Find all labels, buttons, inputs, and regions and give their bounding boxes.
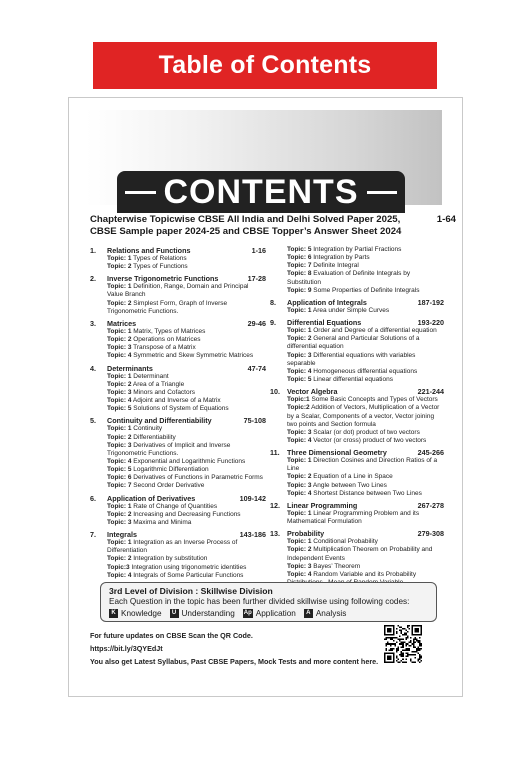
skill-code-item xyxy=(243,608,296,619)
topic-label: Topic: 1 xyxy=(287,509,312,517)
topic-item xyxy=(107,328,266,336)
topic-label: Topic: 4 xyxy=(107,571,132,579)
skillwise-division-box xyxy=(100,582,437,622)
chapter-title: Probability xyxy=(287,529,325,539)
chapter-number: 1. xyxy=(90,246,96,255)
chapter-heading xyxy=(90,416,266,426)
chapter-entry xyxy=(270,529,444,587)
skill-code-badge: U xyxy=(170,609,179,618)
topic-text: Equation of a Line in Space xyxy=(311,473,393,481)
topic-item xyxy=(107,539,266,555)
contents-left-column xyxy=(90,246,266,580)
topic-item xyxy=(287,490,444,498)
topic-label: Topic: 3 xyxy=(107,344,132,352)
topic-item xyxy=(107,344,266,352)
chapter-title: Three Dimensional Geometry xyxy=(287,448,387,458)
footer-info xyxy=(90,629,380,668)
chapter-title: Determinants xyxy=(107,363,153,373)
topic-text: Integration by Partial Fractions xyxy=(311,246,402,253)
topic-item xyxy=(107,283,266,299)
topic-text: Linear Programming Problem and its Mathematical Formulation xyxy=(287,509,420,526)
topic-item xyxy=(107,336,266,344)
chapter-number: 6. xyxy=(90,493,96,503)
chapter-entry xyxy=(270,448,444,498)
chapter-7-continued xyxy=(270,246,444,295)
topic-item xyxy=(107,466,266,474)
topic-text: Derivatives of Implicit and Inverse Trigonometric Functions. xyxy=(107,441,231,457)
skill-code-label: Understanding xyxy=(181,609,235,618)
chapter-number: 2. xyxy=(90,274,96,284)
skill-code-label: Application xyxy=(255,609,296,618)
topic-item xyxy=(107,482,266,490)
topic-item xyxy=(287,563,444,571)
chapter-pages: 1-16 xyxy=(251,246,266,255)
skill-code-label: Analysis xyxy=(315,609,347,618)
topic-label: Topic: 2 xyxy=(107,555,132,563)
topic-text: Increasing and Decreasing Functions xyxy=(131,510,241,518)
topic-label: Topic: 6 xyxy=(287,254,312,262)
topic-item xyxy=(287,254,444,262)
topic-text: Direction Cosines and Direction Ratios of a Line xyxy=(287,457,438,473)
topic-label: Topic: 7 xyxy=(107,482,132,490)
chapter-heading xyxy=(270,500,444,510)
footer-link[interactable]: https://bit.ly/3QYEdJt xyxy=(90,644,163,653)
topic-text: Addition of Vectors, Multiplication of a Vector by a Scalar, Components of a vector, Vector joining two points and Section formula xyxy=(287,404,440,428)
topic-item xyxy=(287,368,444,376)
chapter-number: 11. xyxy=(270,448,280,458)
topic-text: Exponential and Logarithmic Functions xyxy=(131,457,246,465)
topic-item xyxy=(287,335,444,351)
chapter-heading xyxy=(90,318,266,328)
skill-code-label: Knowledge xyxy=(121,609,162,618)
topic-item xyxy=(287,510,444,526)
topic-label: Topic: 7 xyxy=(287,262,312,270)
topic-item xyxy=(287,327,444,335)
chapterwise-pages: 1-64 xyxy=(436,214,456,225)
topic-item xyxy=(107,519,266,527)
topic-label: Topic: 4 xyxy=(287,570,312,578)
topic-text: Continuity xyxy=(131,425,163,433)
chapter-heading xyxy=(270,387,444,397)
chapter-entry xyxy=(90,319,266,361)
topic-item xyxy=(287,473,444,481)
topic-item xyxy=(287,482,444,490)
topic-text: Some Basic Concepts and Types of Vectors xyxy=(309,396,438,404)
topic-text: Symmetric and Skew Symmetric Matrices xyxy=(131,352,254,360)
chapter-number: 10. xyxy=(270,387,280,397)
topic-label: Topic: 5 xyxy=(287,246,312,253)
chapter-entry xyxy=(90,274,266,316)
topic-label: Topic: 1 xyxy=(287,327,312,335)
topic-item xyxy=(287,307,444,315)
topic-label: Topic: 6 xyxy=(107,474,132,482)
topic-label: Topic: 1 xyxy=(107,425,132,433)
topic-label: Topic: 3 xyxy=(287,481,312,489)
topic-label: Topic:2 xyxy=(287,404,310,412)
topic-text: Definite Integral xyxy=(311,262,359,270)
topic-label: Topic: 2 xyxy=(107,380,132,388)
topic-text: Types of Functions xyxy=(131,263,188,271)
topic-label: Topic: 5 xyxy=(107,466,132,474)
topic-text: Vector (or cross) product of two vectors xyxy=(311,436,427,444)
topic-text: Determinant xyxy=(131,372,169,380)
topic-text: Differential equations with variables separable xyxy=(287,351,416,367)
topic-text: Integration as an Inverse Process of Differentiation xyxy=(107,539,238,555)
chapter-number: 5. xyxy=(90,416,96,426)
qr-code-icon xyxy=(384,625,422,663)
topic-label: Topic: 1 xyxy=(287,538,312,546)
topic-item xyxy=(287,270,444,286)
chapter-entry xyxy=(270,387,444,445)
topic-label: Topic: 4 xyxy=(287,489,312,497)
topic-item xyxy=(107,405,266,413)
chapter-heading xyxy=(90,363,266,373)
topic-text: Bayes’ Theorem xyxy=(311,562,361,570)
topic-item xyxy=(107,555,266,563)
topic-text: Transpose of a Matrix xyxy=(131,344,196,352)
chapter-heading xyxy=(270,529,444,539)
topic-label: Topic: 1 xyxy=(107,255,132,262)
page-title: Table of Contents xyxy=(93,42,437,89)
skill-code-item xyxy=(109,608,162,619)
topic-text: Evaluation of Definite Integrals by Substitution xyxy=(287,270,411,286)
topic-text: Order and Degree of a differential equation xyxy=(311,327,437,335)
topic-text: Logarithmic Differentiation xyxy=(131,466,209,474)
topic-label: Topic: 4 xyxy=(287,367,312,375)
topic-text: Multiplication Theorem on Probability and Independent Events xyxy=(287,546,433,562)
chapter-number: 3. xyxy=(90,318,96,328)
topic-item xyxy=(107,397,266,405)
topic-label: Topic: 4 xyxy=(107,457,132,465)
chapter-number: 9. xyxy=(270,318,276,328)
topic-label: Topic: 5 xyxy=(107,405,132,413)
topic-item xyxy=(287,396,444,404)
chapter-pages: 193-220 xyxy=(417,318,444,328)
chapter-heading xyxy=(90,246,266,255)
topic-text: Operations on Matrices xyxy=(131,336,201,344)
topic-text: Integration using trigonometric identities xyxy=(129,563,247,571)
topic-text: Differentiability xyxy=(131,433,176,441)
footer-extra-note: You also get Latest Syllabus, Past CBSE Papers, Mock Tests and more content here. xyxy=(90,657,379,666)
chapter-entry xyxy=(90,530,266,580)
topic-item xyxy=(287,429,444,437)
topic-label: Topic: 2 xyxy=(287,335,312,343)
topic-label: Topic: 1 xyxy=(287,457,312,465)
topic-label: Topic: 2 xyxy=(107,336,132,344)
contents-banner xyxy=(117,171,405,213)
chapterwise-title-line2: CBSE Sample paper 2024-25 and CBSE Topper’s Answer Sheet 2024 xyxy=(90,226,402,237)
chapter-pages: 143-186 xyxy=(239,530,266,540)
topic-label: Topic: 4 xyxy=(287,436,312,444)
topic-label: Topic: 9 xyxy=(287,286,312,294)
topic-text: Integration by substitution xyxy=(131,555,208,563)
topic-item xyxy=(107,263,266,271)
topic-label: Topic: 3 xyxy=(287,428,312,436)
topic-label: Topic: 1 xyxy=(107,372,132,380)
topic-text: Integration by Parts xyxy=(311,254,370,262)
chapter-title: Integrals xyxy=(107,530,137,540)
topic-label: Topic: 2 xyxy=(107,433,132,441)
chapter-heading xyxy=(270,297,444,307)
chapter-entry xyxy=(90,364,266,414)
topic-text: General and Particular Solutions of a differential equation xyxy=(287,335,420,351)
topic-label: Topic: 3 xyxy=(107,441,132,449)
chapter-title: Differential Equations xyxy=(287,318,362,328)
skill-code-badge: K xyxy=(109,609,118,618)
topic-text: Conditional Probability xyxy=(311,538,378,546)
topic-item xyxy=(107,300,266,316)
banner-rule-right xyxy=(367,191,398,194)
topic-label: Topic: 2 xyxy=(107,510,132,518)
chapterwise-title-line1: Chapterwise Topicwise CBSE All India and Delhi Solved Paper 2025, xyxy=(90,214,401,225)
topic-item xyxy=(107,511,266,519)
chapter-pages: 17-28 xyxy=(247,274,266,284)
topic-text: Some Properties of Definite Integrals xyxy=(311,286,420,294)
topic-item xyxy=(287,546,444,562)
topic-text: Angle between Two Lines xyxy=(311,481,387,489)
chapter-title: Application of Derivatives xyxy=(107,493,196,503)
topic-text: Second Order Derivative xyxy=(131,482,205,490)
chapter-pages: 267-278 xyxy=(417,500,444,510)
topic-text: Minors and Cofactors xyxy=(131,388,196,396)
topic-item xyxy=(287,246,444,254)
chapter-pages: 187-192 xyxy=(417,297,444,307)
topic-item xyxy=(107,572,266,580)
topic-item xyxy=(107,373,266,381)
topic-item xyxy=(287,287,444,295)
topic-label: Topic: 2 xyxy=(107,299,132,307)
topic-text: Adjoint and Inverse of a Matrix xyxy=(131,397,221,405)
contents-right-column xyxy=(270,246,444,587)
chapter-pages: 75-108 xyxy=(243,416,266,426)
topic-item xyxy=(107,381,266,389)
topic-item xyxy=(107,425,266,433)
chapter-entry xyxy=(270,501,444,526)
topic-text: Rate of Change of Quantities xyxy=(131,502,218,510)
topic-label: Topic: 1 xyxy=(107,283,132,291)
topic-item xyxy=(287,437,444,445)
skill-description: Each Question in the topic has been further divided skillwise using following codes: xyxy=(109,597,410,606)
topic-item xyxy=(107,255,266,263)
topic-item xyxy=(287,538,444,546)
topic-label: Topic: 4 xyxy=(107,352,132,360)
topic-text: Integrals of Some Particular Functions xyxy=(131,571,244,579)
chapter-title: Vector Algebra xyxy=(287,387,338,397)
skill-legend xyxy=(109,608,428,619)
topic-text: Solutions of System of Equations xyxy=(131,405,229,413)
topic-label: Topic: 1 xyxy=(287,306,312,314)
chapter-entry xyxy=(270,318,444,384)
topic-item xyxy=(107,389,266,397)
topic-label: Topic: 8 xyxy=(287,270,312,278)
contents-heading: CONTENTS xyxy=(163,172,359,211)
chapter-pages: 29-46 xyxy=(247,318,266,328)
skill-title: 3rd Level of Division : Skillwise Division xyxy=(109,586,273,596)
topic-text: Linear differential equations xyxy=(311,376,393,384)
topic-item xyxy=(107,352,266,360)
topic-label: Topic: 2 xyxy=(287,546,312,554)
chapter-number: 7. xyxy=(90,530,96,540)
chapter-heading xyxy=(90,493,266,503)
chapter-title: Matrices xyxy=(107,318,137,328)
topic-text: Scalar (or dot) product of two vectors xyxy=(311,428,420,436)
topic-item xyxy=(287,404,444,428)
footer-qr-note: For future updates on CBSE Scan the QR Code. xyxy=(90,631,253,640)
topic-text: Derivatives of Functions in Parametric Forms xyxy=(131,474,263,482)
chapter-pages: 47-74 xyxy=(247,363,266,373)
skill-code-item xyxy=(170,608,235,619)
skill-code-badge: Ap xyxy=(243,610,252,616)
topic-item xyxy=(107,474,266,482)
chapter-title: Inverse Trigonometric Functions xyxy=(107,274,219,284)
topic-label: Topic: 1 xyxy=(107,502,132,510)
chapter-number: 13. xyxy=(270,529,280,539)
chapter-pages: 279-308 xyxy=(417,529,444,539)
topic-item xyxy=(287,457,444,473)
chapter-entry xyxy=(90,246,266,271)
topic-label: Topic: 3 xyxy=(287,562,312,570)
chapter-pages: 109-142 xyxy=(239,493,266,503)
chapter-entry xyxy=(90,494,266,527)
topic-text: Homogeneous differential equations xyxy=(311,367,418,375)
chapter-entry xyxy=(270,298,444,315)
chapter-number: 4. xyxy=(90,363,96,373)
topic-text: Simplest Form, Graph of Inverse Trigonometric Functions. xyxy=(107,299,228,315)
topic-item xyxy=(287,376,444,384)
topic-text: Maxima and Minima xyxy=(131,518,192,526)
topic-item xyxy=(107,564,266,572)
topic-label: Topic: 4 xyxy=(107,397,132,405)
chapter-title: Linear Programming xyxy=(287,500,358,510)
skill-code-item xyxy=(304,608,347,619)
topic-item xyxy=(107,434,266,442)
topic-text: Random Variable and its Probability xyxy=(313,570,417,578)
chapter-title: Application of Integrals xyxy=(287,297,367,307)
chapter-heading xyxy=(270,448,444,458)
topic-label: Topic: 1 xyxy=(107,327,132,335)
chapter-heading xyxy=(90,274,266,284)
topic-text: Definition, Range, Domain and Principal Value Branch xyxy=(107,283,249,299)
topic-label: Topic:3 xyxy=(107,563,130,571)
topic-item xyxy=(107,458,266,466)
topic-label: Topic: 3 xyxy=(107,518,132,526)
topic-item xyxy=(107,442,266,458)
chapterwise-entry xyxy=(90,214,470,238)
topic-item xyxy=(287,352,444,368)
topic-text: Types of Relations xyxy=(131,255,187,262)
chapter-title: Continuity and Differentiability xyxy=(107,416,212,426)
chapter-heading xyxy=(90,530,266,540)
topic-item xyxy=(287,262,444,270)
chapter-number: 8. xyxy=(270,297,276,307)
topic-text: Area under Simple Curves xyxy=(311,306,390,314)
skill-code-badge: A xyxy=(304,609,313,618)
topic-item xyxy=(107,503,266,511)
topic-label: Topic: 1 xyxy=(107,539,132,547)
topic-text: Matrix, Types of Matrices xyxy=(131,327,206,335)
chapter-title: Relations and Functions xyxy=(107,246,191,255)
topic-text: Shortest Distance between Two Lines xyxy=(311,489,422,497)
chapter-entry xyxy=(90,416,266,490)
topic-label: Topic: 3 xyxy=(107,388,132,396)
topic-label: Topic: 5 xyxy=(287,376,312,384)
chapter-pages: 221-244 xyxy=(417,387,444,397)
chapter-pages: 245-266 xyxy=(417,448,444,458)
topic-label: Topic: 3 xyxy=(287,351,312,359)
topic-label: Topic:1 xyxy=(287,396,310,404)
banner-rule-left xyxy=(125,191,156,194)
chapter-number: 12. xyxy=(270,500,280,510)
topic-label: Topic: 2 xyxy=(107,263,132,271)
chapter-heading xyxy=(270,318,444,328)
topic-label: Topic: 2 xyxy=(287,473,312,481)
topic-text: Area of a Triangle xyxy=(131,380,185,388)
